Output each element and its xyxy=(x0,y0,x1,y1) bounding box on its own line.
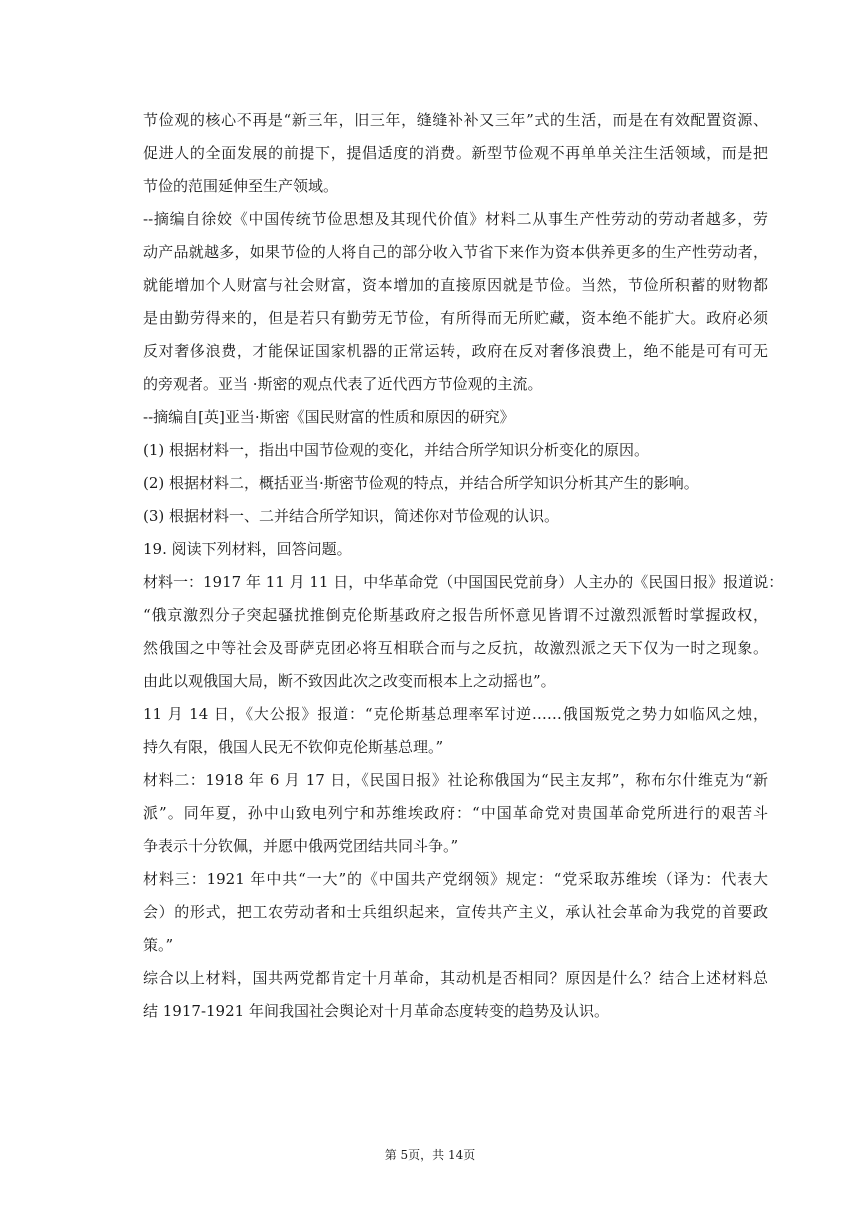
page-footer: 第 5页，共 14页 xyxy=(384,1148,476,1162)
question-item: (2) 根据材料二，概括亚当·斯密节俭观的特点，并结合所学知识分析其产生的影响。 xyxy=(143,474,699,492)
text-line: 材料三：1921 年中共“一大”的《中国共产党纲领》规定：“党采取苏维埃（译为：代表大 xyxy=(143,870,768,888)
text-line: 综合以上材料，国共两党都肯定十月革命，其动机是否相同？原因是什么？结合上述材料总 xyxy=(143,969,768,987)
text-line: 促进人的全面发展的前提下，提倡适度的消费。新型节俭观不再单单关注生活领域，而是把 xyxy=(143,144,768,162)
text-line: 争表示十分钦佩，并愿中俄两党团结共同斗争。” xyxy=(143,837,459,855)
text-line: 动产品就越多，如果节俭的人将自己的部分收入节省下来作为资本供养更多的生产性劳动者， xyxy=(143,243,768,261)
text-line: 会）的形式，把工农劳动者和士兵组织起来，宣传共产主义，承认社会革命为我党的首要政 xyxy=(143,903,768,921)
text-line: 派”。同年夏，孙中山致电列宁和苏维埃政府：“中国革命党对贵国革命党所进行的艰苦斗 xyxy=(143,804,768,822)
text-line: 节俭观的核心不再是“新三年，旧三年，缝缝补补又三年”式的生活，而是在有效配置资源、 xyxy=(143,111,768,129)
document-body xyxy=(143,104,784,1028)
text-line: 策。” xyxy=(143,936,174,954)
question-heading: 19. 阅读下列材料，回答问题。 xyxy=(143,540,352,558)
text-line: 由此以观俄国大局，断不致因此次之改变而根本上之动摇也”。 xyxy=(143,672,556,690)
source-citation: --摘编自[英]亚当·斯密《国民财富的性质和原因的研究》 xyxy=(143,408,515,426)
text-line: 反对奢侈浪费，才能保证国家机器的正常运转，政府在反对奢侈浪费上，绝不能是可有可无 xyxy=(143,342,768,360)
text-line: 然俄国之中等社会及哥萨克团必将互相联合而与之反抗，故激烈派之天下仅为一时之现象。 xyxy=(143,639,768,657)
question-item: (1) 根据材料一，指出中国节俭观的变化，并结合所学知识分析变化的原因。 xyxy=(143,441,650,459)
text-line: 结 1917-1921 年间我国社会舆论对十月革命态度转变的趋势及认识。 xyxy=(143,1002,609,1020)
text-line: 材料一：1917 年 11 月 11 日，中华革命党（中国国民党前身）人主办的《民国日报》报道说： xyxy=(143,573,784,591)
text-line: --摘编自徐姣《中国传统节俭思想及其现代价值》材料二从事生产性劳动的劳动者越多，劳 xyxy=(143,210,768,228)
text-line: 是由勤劳得来的，但是若只有勤劳无节俭，有所得而无所贮藏，资本绝不能扩大。政府必须 xyxy=(143,309,768,327)
text-line: 节俭的范围延伸至生产领域。 xyxy=(143,177,339,195)
text-line: “俄京激烈分子突起骚扰推倒克伦斯基政府之报告所怀意见皆谓不过激烈派暂时掌握政权， xyxy=(143,606,768,624)
text-line: 11 月 14 日，《大公报》报道：“克伦斯基总理率军讨逆……俄国叛党之势力如临风之烛， xyxy=(143,705,768,723)
text-line: 就能增加个人财富与社会财富，资本增加的直接原因就是节俭。当然，节俭所积蓄的财物都 xyxy=(143,276,768,294)
text-line: 持久有限，俄国人民无不钦仰克伦斯基总理。” xyxy=(143,738,444,756)
question-item: (3) 根据材料一、二并结合所学知识，简述你对节俭观的认识。 xyxy=(143,507,560,525)
text-line: 的旁观者。亚当 ·斯密的观点代表了近代西方节俭观的主流。 xyxy=(143,375,543,393)
text-line: 材料二：1918 年 6 月 17 日，《民国日报》社论称俄国为“民主友邦”，称布尔什维克为“新 xyxy=(143,771,768,789)
